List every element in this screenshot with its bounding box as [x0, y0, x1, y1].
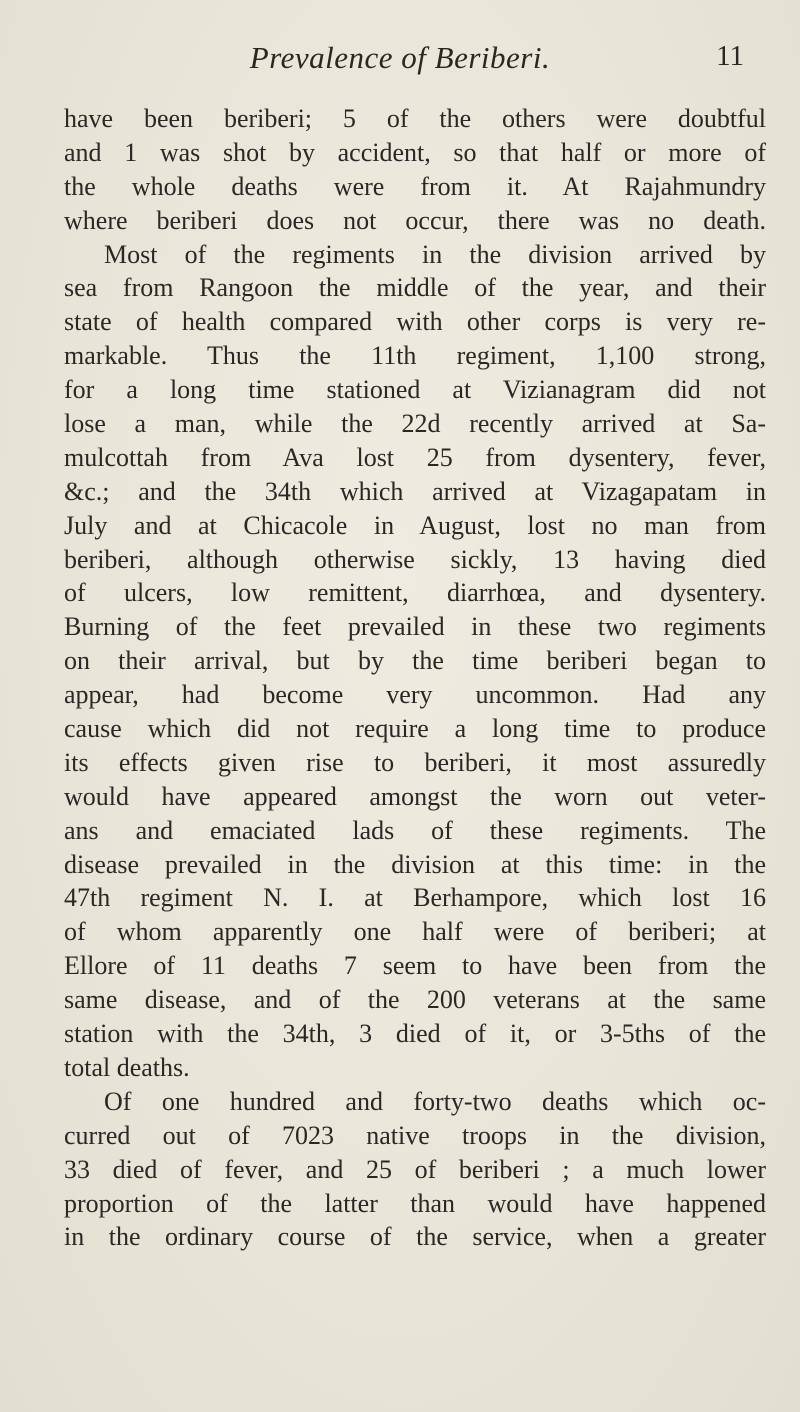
text-line: mulcottah from Ava lost 25 from dysentery, fever, [64, 442, 766, 472]
text-line: Ellore of 11 deaths 7 seem to have been from the [64, 951, 766, 981]
text-line: have been beriberi; 5 of the others were doubtful [64, 104, 766, 133]
running-head [0, 40, 800, 80]
text-line: the whole deaths were from it. At Rajahmundry [64, 171, 766, 201]
text-line: of whom apparently one half were of beriberi; at [64, 917, 766, 947]
text-line: beriberi, although otherwise sickly, 13 having died [64, 544, 766, 574]
text-line: cause which did not require a long time to produce [64, 714, 766, 744]
text-line: would have appeared amongst the worn out veter- [64, 781, 766, 811]
text-line: total deaths. [64, 1052, 190, 1082]
text-line: 33 died of fever, and 25 of beriberi ; a much lower [64, 1154, 766, 1184]
text-line: sea from Rangoon the middle of the year, and their [64, 273, 766, 303]
text-line: Most of the regiments in the division arrived by [104, 239, 766, 269]
text-line: station with the 34th, 3 died of it, or 3-5ths of the [64, 1019, 766, 1049]
text-line: on their arrival, but by the time beriberi began to [64, 646, 766, 676]
text-line: appear, had become very uncommon. Had any [64, 680, 766, 710]
text-line: proportion of the latter than would have happened [64, 1188, 766, 1218]
page-number: 11 [716, 40, 744, 72]
body-text [64, 102, 766, 1254]
text-line: markable. Thus the 11th regiment, 1,100 strong, [64, 341, 766, 371]
text-line: disease prevailed in the division at this time: in the [64, 849, 766, 879]
text-line: ans and emaciated lads of these regiments. The [64, 815, 766, 845]
text-line: Of one hundred and forty-two deaths which oc- [104, 1086, 766, 1116]
text-line: state of health compared with other corps is very re- [64, 307, 766, 337]
text-line: same disease, and of the 200 veterans at the same [64, 985, 766, 1015]
text-line: July and at Chicacole in August, lost no man from [64, 510, 766, 540]
text-line: of ulcers, low remittent, diarrhœa, and dysentery. [64, 578, 766, 608]
text-line: its effects given rise to beriberi, it most assuredly [64, 747, 766, 777]
text-line: for a long time stationed at Vizianagram did not [64, 375, 766, 405]
running-title: Prevalence of Beriberi. [249, 40, 551, 75]
text-line: 47th regiment N. I. at Berhampore, which lost 16 [64, 883, 766, 913]
text-line: in the ordinary course of the service, when a greater [64, 1222, 766, 1252]
text-line: and 1 was shot by accident, so that half or more of [64, 137, 766, 167]
text-line: Burning of the feet prevailed in these two regiments [64, 612, 766, 642]
text-line: &c.; and the 34th which arrived at Vizagapatam in [64, 476, 766, 506]
text-line: lose a man, while the 22d recently arrived at Sa- [64, 409, 766, 439]
text-line: curred out of 7023 native troops in the division, [64, 1120, 766, 1150]
text-line: where beriberi does not occur, there was no death. [64, 205, 766, 235]
